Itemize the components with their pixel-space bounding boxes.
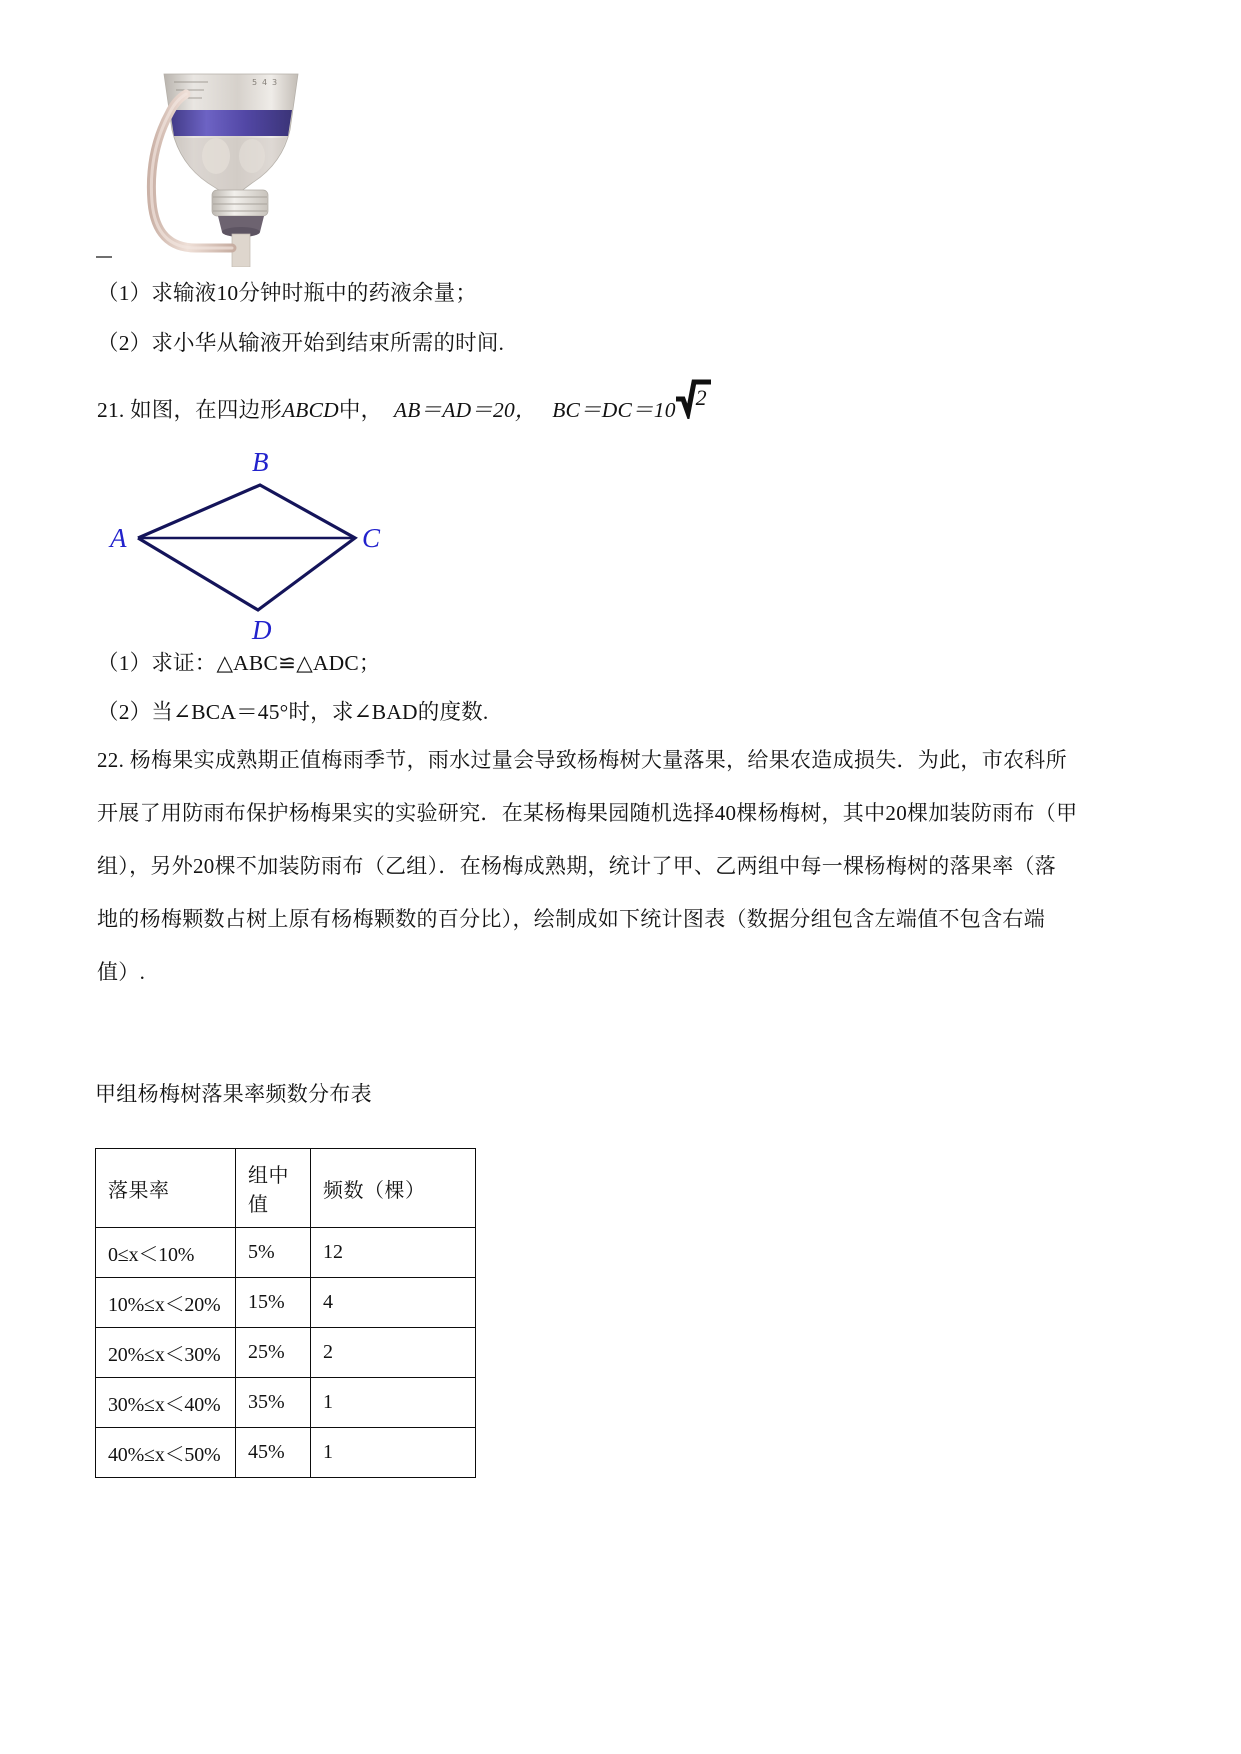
sqrt-radicand: 2 (695, 385, 707, 410)
q21-stem-prefix: 如图，在四边形 (130, 398, 282, 422)
cell-freq: 1 (311, 1378, 476, 1428)
q20-subitem-1: （1）求输液10分钟时瓶中的药液余量； (97, 281, 478, 305)
figure-label-a: A (110, 523, 127, 553)
cell-range: 40%≤x＜50% (96, 1428, 236, 1478)
cell-freq: 12 (311, 1228, 476, 1278)
iv-drip-bottle-photo (112, 52, 302, 267)
cell-mid: 45% (236, 1428, 311, 1478)
svg-text:4: 4 (262, 78, 268, 87)
q22-paragraph-line-5: 值）. (97, 960, 146, 984)
table-row (96, 1378, 476, 1428)
cell-range: 0≤x＜10% (96, 1228, 236, 1278)
cell-freq: 1 (311, 1428, 476, 1478)
cell-range: 10%≤x＜20% (96, 1278, 236, 1328)
table-row (96, 1428, 476, 1478)
figure-label-b: B (252, 447, 269, 477)
q21-stem (97, 379, 712, 425)
svg-text:3: 3 (272, 78, 278, 87)
q21-stem-mid: 中， (338, 398, 383, 422)
q21-subitem-2: （2）当∠BCA＝45°时，求∠BAD的度数. (97, 700, 489, 724)
q22-paragraph-line-4: 地的杨梅颗数占树上原有杨梅颗数的百分比），绘制成如下统计图表（数据分组包含左端值不包含右端 (97, 907, 1045, 931)
table-header-row (96, 1149, 476, 1228)
figure-label-c: C (362, 523, 381, 553)
cell-mid: 5% (236, 1228, 311, 1278)
frequency-distribution-table (95, 1148, 476, 1478)
figure-label-d: D (252, 615, 272, 645)
q22-paragraph-line-2: 开展了用防雨布保护杨梅果实的实验研究．在某杨梅果园随机选择40棵杨梅树，其中20棵加装防雨布（甲 (97, 801, 1078, 825)
table-caption: 甲组杨梅树落果率频数分布表 (95, 1082, 372, 1106)
q21-subitem-1: （1）求证：△ABC≌△ADC； (97, 651, 381, 675)
scan-artifact-mark (96, 256, 112, 258)
table-row (96, 1328, 476, 1378)
cell-freq: 4 (311, 1278, 476, 1328)
quadrilateral-abcd-figure (100, 447, 460, 670)
q21-quad-name: ABCD (281, 398, 339, 422)
svg-text:5: 5 (252, 78, 258, 87)
q21-number: 21. (97, 398, 125, 422)
cell-mid: 25% (236, 1328, 311, 1378)
cell-freq: 2 (311, 1328, 476, 1378)
cell-range: 30%≤x＜40% (96, 1378, 236, 1428)
q21-equation-2: BC＝DC＝10 (552, 398, 676, 422)
q22-paragraph-line-1: 22. 杨梅果实成熟期正值梅雨季节，雨水过量会导致杨梅树大量落果，给果农造成损失．为此，市农科所 (97, 748, 1067, 772)
q20-subitem-2: （2）求小华从输液开始到结束所需的时间. (97, 331, 505, 355)
cell-mid: 35% (236, 1378, 311, 1428)
q22-paragraph-line-3: 组），另外20棵不加装防雨布（乙组）．在杨梅成熟期，统计了甲、乙两组中每一棵杨梅树的落果率（落 (97, 854, 1057, 878)
header-frequency: 频数（棵） (311, 1149, 476, 1228)
cell-mid: 15% (236, 1278, 311, 1328)
table-row (96, 1278, 476, 1328)
sqrt-icon (674, 379, 712, 419)
table-row (96, 1228, 476, 1278)
header-mid-value: 组中值 (236, 1149, 311, 1228)
q21-equation-1: AB＝AD＝20， (393, 398, 537, 422)
header-fall-rate: 落果率 (96, 1149, 236, 1228)
cell-range: 20%≤x＜30% (96, 1328, 236, 1378)
